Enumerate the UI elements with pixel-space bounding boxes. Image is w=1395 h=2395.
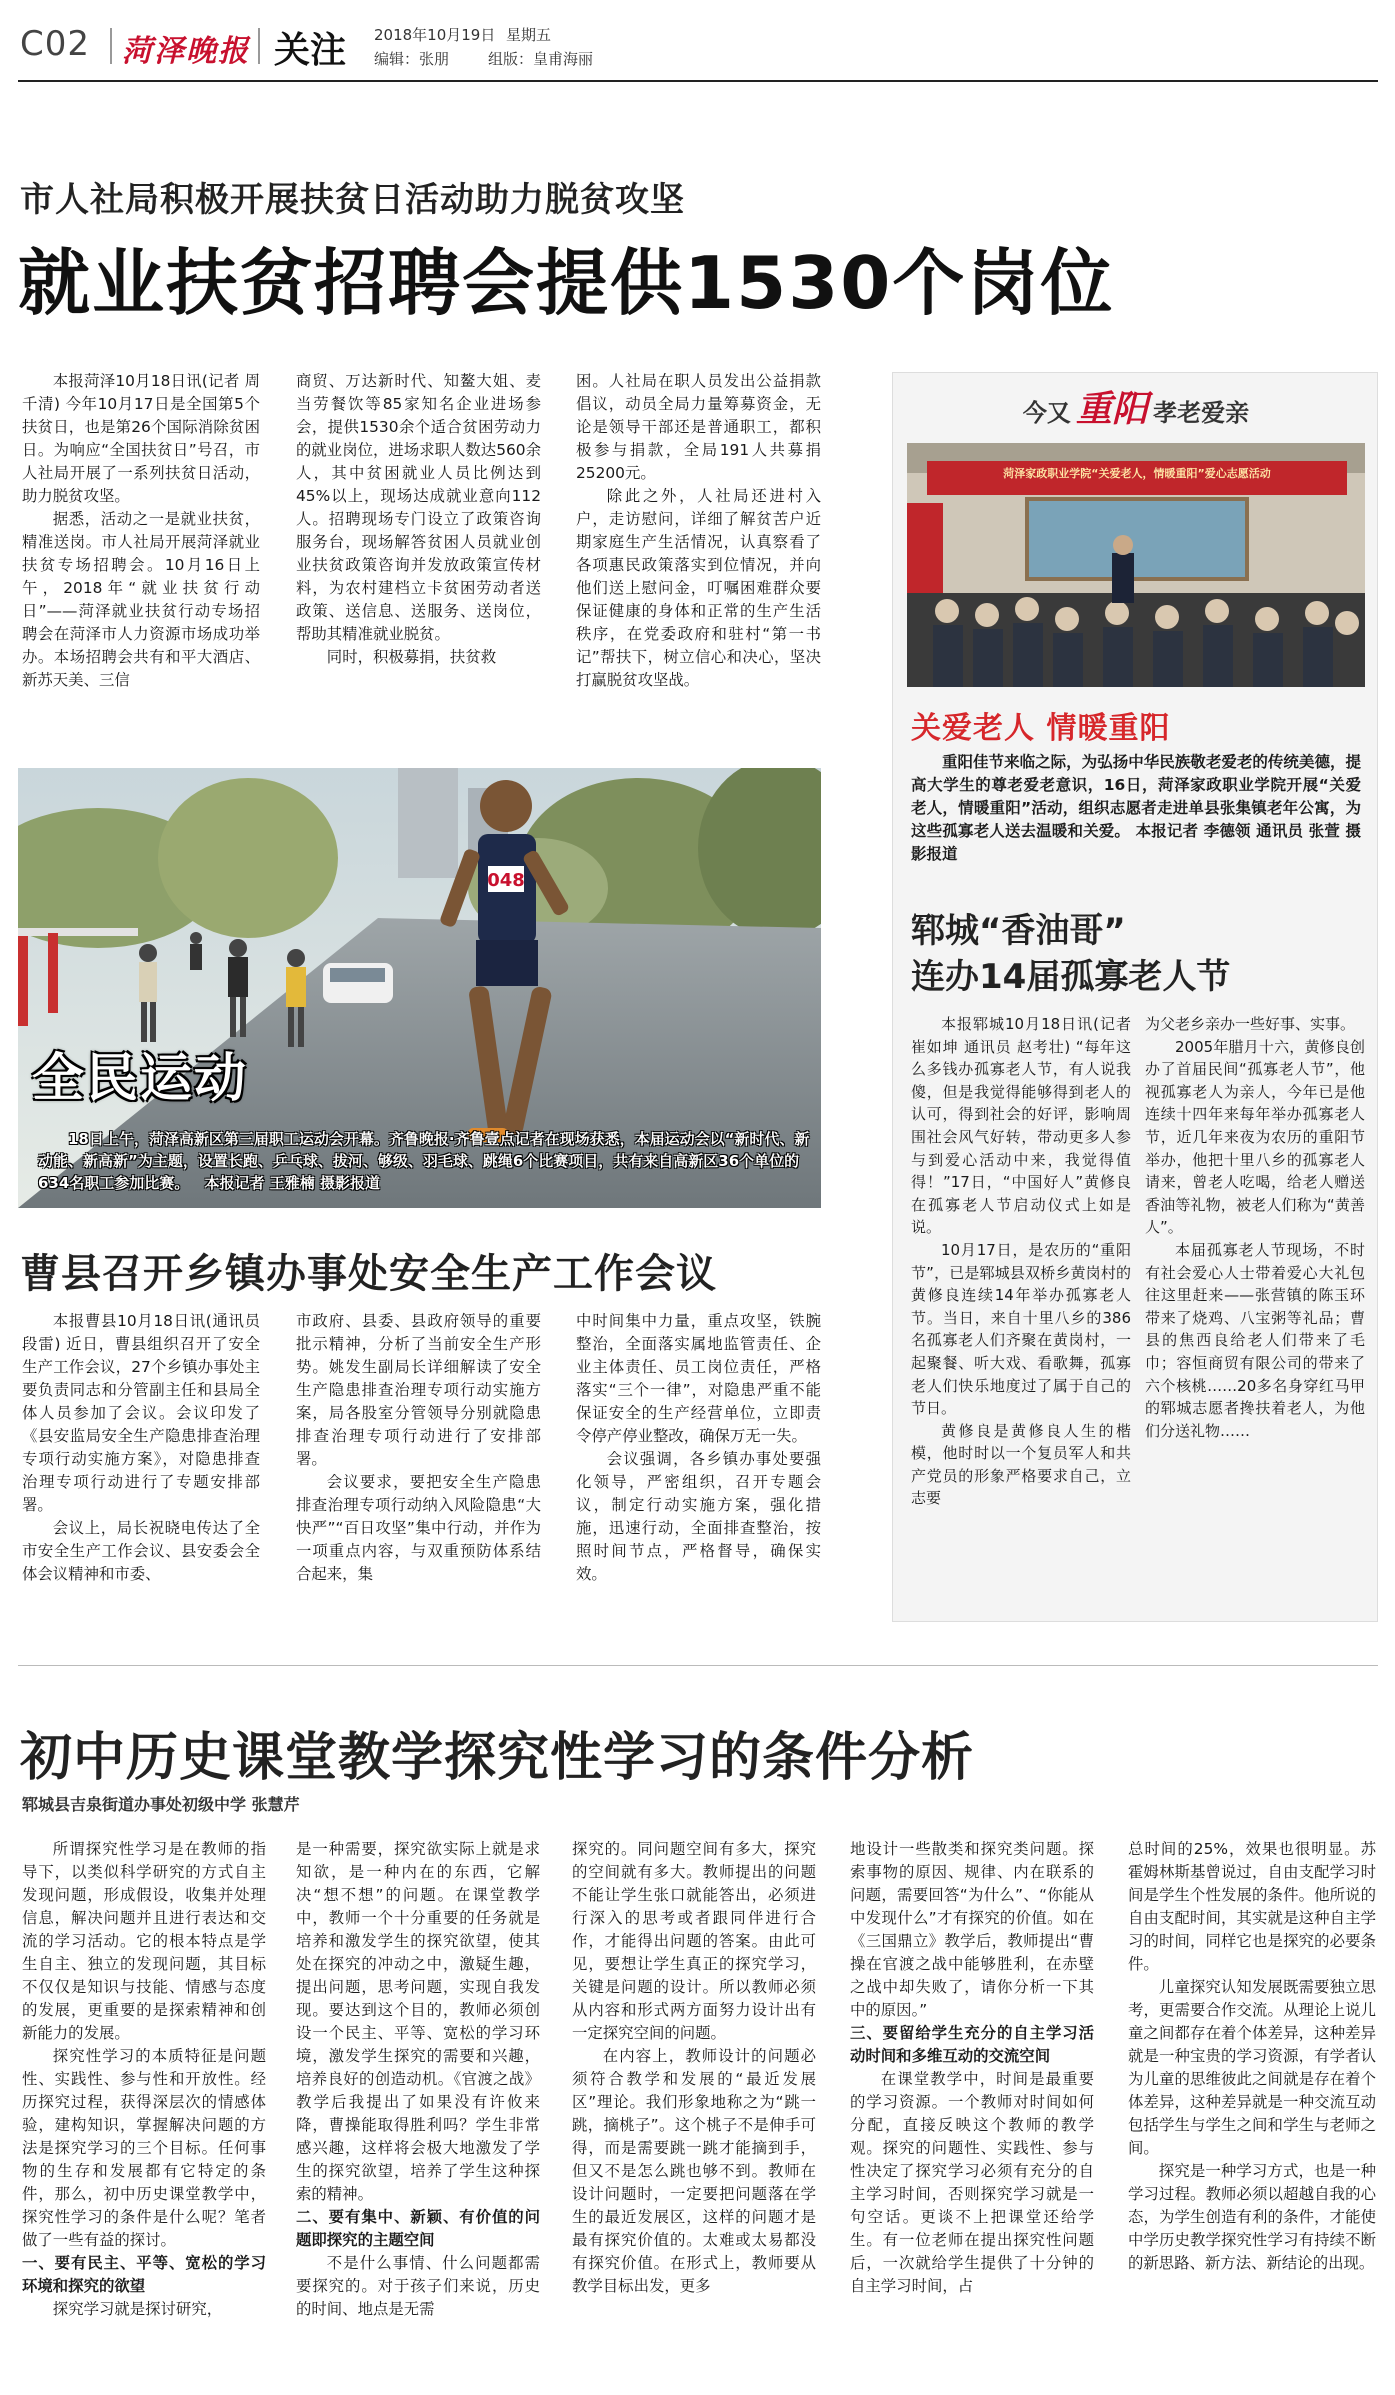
article1-col1: [22, 370, 260, 765]
paragraph: 本届孤寡老人节现场，不时有社会爱心人士带着爱心大礼包往这里赶来——张营镇的陈玉环带来了烧鸡、八宝粥等礼品；曹县的焦西良给老人们带来了毛巾；容恒商贸有限公司的带来了六个核桃……20多名身穿红马甲的郓城志愿者搀扶着老人，为他们分送礼物……: [1145, 1240, 1365, 1440]
subheading: 二、要有集中、新颖、有价值的问题即探究的主题空间: [296, 2208, 540, 2249]
article2-col2: [296, 1310, 541, 1640]
sidebar-article-title-line1: 郓城“香油哥”: [911, 911, 1126, 951]
paragraph: 为父老乡亲办一些好事、实事。: [1145, 1015, 1356, 1033]
paragraph: 是一种需要，探究欲实际上就是求知欲，是一种内在的东西，它解决“想不想”的问题。在课堂教学中，教师一个十分重要的任务就是培养和激发学生的探究欲望，使其处在探究的冲动之中，激疑生趣，提出问题，思考问题，实现自我发现。要达到这个目的，教师必须创设一个民主、平等、宽松的学习环境，激发学生探究的需要和兴趣，培养良好的创造动机。《官渡之战》教学后我提出了如果没有许攸来降，曹操能取得胜利吗？学生非常感兴趣，这样将会极大地激发了学生的探究欲望，培养了学生这种探索的精神。: [296, 1840, 540, 2203]
issue-weekday: 星期五: [506, 26, 552, 44]
subheading: 一、要有民主、平等、宽松的学习环境和探究的欲望: [22, 2254, 266, 2295]
sidebar-box: [892, 372, 1378, 1622]
paragraph: 总时间的25%，效果也很明显。苏霍姆林斯基曾说过，自由支配学习时间是学生个性发展的条件。他所说的自由支配时间，其实就是这种自主学习的时间，同样它也是探究的必要条件。: [1128, 1840, 1376, 1973]
runner-bib: 048: [487, 870, 525, 891]
article2-col1: [22, 1310, 260, 1640]
paragraph: 在课堂教学中，时间是最重要的学习资源。一个教师对时间如何分配，直接反映这个教师的教学观。探究的问题性、实践性、参与性决定了探究学习必须有充分的自主学习时间，否则探究学习就是一句空话。更谈不上把课堂还给学生。有一位老师在提出探究性问题后，一次就给学生提供了十分钟的自主学习时间，占: [850, 2070, 1094, 2295]
elderly-event-photo: [907, 443, 1365, 687]
paragraph: 本报曹县10月18日讯(通讯员 段雷) 近日，曹县组织召开了安全生产工作会议，27个乡镇办事处主要负责同志和分管副主任和县局全体人员参加了会议。会议印发了《县安监局安全生产隐患排查治理专项行动实施方案》，对隐患排查治理专项行动进行了专题安排部署。: [22, 1312, 260, 1514]
banner-text-1: 今又: [1022, 398, 1071, 427]
paragraph: 黄修良是黄修良人生的楷模，他时时以一个复员军人和共产党员的形象严格要求自己，立志要: [911, 1421, 1131, 1508]
article1-col3: [576, 370, 821, 765]
stage-banner-text: 菏泽家政职业学院“关爱老人，情暖重阳”爱心志愿活动: [1003, 467, 1271, 480]
sports-photo-caption: [38, 1128, 818, 1194]
article3-col5: [1128, 1838, 1376, 2386]
paragraph: 市政府、县委、县政府领导的重要批示精神，分析了当前安全生产形势。姚发生副局长详细解读了安全生产隐患排查治理专项行动实施方案，局各股室分管领导分别就隐患排查治理专项行动进行了安排部署。: [296, 1312, 541, 1468]
paragraph: 地设计一些散类和探究类问题。探索事物的原因、规律、内在联系的问题，需要回答“为什么”、“你能从中发现什么”才有探究的价值。如在《三国鼎立》教学后，教师提出“曹操在官渡之战中能够胜利，在赤壁之战中却失败了，请你分析一下其中的原因。”: [850, 1840, 1094, 2019]
masthead-rule: [18, 80, 1378, 82]
issue-date: 2018年10月19日: [374, 26, 496, 44]
paragraph: 除此之外，人社局还进村入户，走访慰问，详细了解贫苦户近期家庭生产生活情况，认真察看了各项惠民政策落实到位情况，并向他们送上慰问金，叮嘱困难群众要保证健康的身体和正常的生产生活秩序，在党委政府和驻村“第一书记”帮扶下，树立信心和决心，坚决打赢脱贫攻坚战。: [576, 487, 821, 689]
masthead: [18, 18, 1378, 76]
paper-logo: 菏泽晚报: [122, 34, 250, 69]
page-code: C02: [20, 24, 91, 64]
editor-credit: 编辑：张朋: [374, 50, 450, 68]
sidebar-banner: [903, 381, 1369, 437]
paragraph: 在内容上，教师设计的问题必须符合教学和发展的“最近发展区”理论。我们形象地称之为“跳一跳，摘桃子”。这个桃子不是伸手可得，而是需要跳一跳才能摘到手，但又不是怎么跳也够不到。教师在设计问题时，一定要把问题落在学生的最近发展区，这样的问题才是最有探究价值的。太难或太易都没有探究价值。在形式上，教师要从教学目标出发，更多: [572, 2047, 816, 2295]
sports-photo-title: 全民运动: [32, 1049, 249, 1109]
article3-col4: [850, 1838, 1094, 2386]
separator: [110, 28, 112, 64]
banner-text-3: 孝老爱亲: [1153, 398, 1250, 427]
section-divider: [18, 1665, 1378, 1666]
banner-text-2: 重阳: [1075, 388, 1148, 430]
article3-author: 郓城县吉泉街道办事处初级中学 张慧芹: [22, 1795, 300, 1814]
sidebar-article-title-line2: 连办14届孤寡老人节: [911, 957, 1231, 997]
paragraph: 会议要求，要把安全生产隐患排查治理专项行动纳入风险隐患“大快严”“百日攻坚”集中行动，并作为一项重点内容，与双重预防体系结合起来，集: [296, 1473, 541, 1583]
caption-text: 18日上午，菏泽高新区第三届职工运动会开幕。齐鲁晚报·齐鲁壹点记者在现场获悉，本届运动会以“新时代、新动能、新高新”为主题，设置长跑、乒乓球、拔河、够级、羽毛球、跳绳6个比赛项目，共有来自高新区36个单位的634名职工参加比赛。: [38, 1130, 810, 1192]
sports-photo: [18, 768, 821, 1208]
article2-title: 曹县召开乡镇办事处安全生产工作会议: [20, 1251, 717, 1297]
article3-col1: [22, 1838, 266, 2386]
paragraph: 10月17日，是农历的“重阳节”，已是郓城县双桥乡黄岗村的黄修良连续14年举办孤寡老人节。当日，来自十里八乡的386名孤寡老人们齐聚在黄岗村，一起聚餐、听大戏、看歌舞，孤寡老人们快乐地度过了属于自己的节日。: [911, 1240, 1131, 1418]
article1-title: 就业扶贫招聘会提供1530个岗位: [18, 241, 1115, 325]
article1-col2: [296, 370, 541, 765]
paragraph: 探究的。同问题空间有多大，探究的空间就有多大。教师提出的问题不能让学生张口就能答出，必须进行深入的思考或者跟同伴进行合作，才能得出问题的答案。由此可见，要想让学生真正的探究学习，关键是问题的设计。所以教师必须从内容和形式两方面努力设计出有一定探究空间的问题。: [572, 1840, 816, 2042]
layout-credit: 组版：皇甫海丽: [488, 50, 594, 68]
sidebar-col2: [1145, 1013, 1365, 1613]
article2-col3: [576, 1310, 821, 1640]
subheading: 三、要留给学生充分的自主学习活动时间和多维互动的交流空间: [850, 2024, 1094, 2065]
paragraph: 据悉，活动之一是就业扶贫，精准送岗。市人社局开展菏泽就业扶贫专场招聘会。10月16日上午，2018年“就业扶贫行动日”——菏泽就业扶贫行动专场招聘会在菏泽市人力资源市场成功举办。本场招聘会共有和平大酒店、新苏天美、三信: [22, 510, 260, 689]
paragraph: 中时间集中力量，重点攻坚，铁腕整治，全面落实属地监管责任、企业主体责任、员工岗位责任，严格落实“三个一律”，对隐患严重不能保证安全的生产经营单位，立即责令停产停业整改，确保万无一失。: [576, 1312, 821, 1445]
paragraph: 本报菏泽10月18日讯(记者 周千清) 今年10月17日是全国第5个扶贫日，也是第26个国际消除贫困日。为响应“全国扶贫日”号召，市人社局开展了一系列扶贫日活动，助力脱贫攻坚。: [22, 372, 260, 505]
paragraph: 儿童探究认知发展既需要独立思考，更需要合作交流。从理论上说儿童之间都存在着个体差异，这种差异就是一种宝贵的学习资源，有学者认为儿童的思维彼此之间就是存在着个体差异，这种差异就是一种交流互动包括学生与学生之间和学生与老师之间。: [1128, 1978, 1376, 2157]
paragraph: 探究是一种学习方式，也是一种学习过程。教师必须以超越自我的心态，为学生创造有利的条件，才能使中学历史教学探究性学习有持续不断的新思路、新方法、新结论的出现。: [1128, 2162, 1376, 2272]
article3-title: 初中历史课堂教学探究性学习的条件分析: [20, 1728, 975, 1788]
article3-col2: [296, 1838, 540, 2386]
article1-subtitle: 市人社局积极开展扶贫日活动助力脱贫攻坚: [20, 180, 685, 220]
photo-credit: 本报记者 王雅楠 摄影报道: [204, 1174, 380, 1192]
paragraph: 探究学习就是探讨研究，: [52, 2300, 223, 2318]
sidebar-col1: [911, 1013, 1131, 1613]
paragraph: 本报郓城10月18日讯(记者 崔如坤 通讯员 赵考壮) “每年这么多钱办孤寡老人节，有人说我傻，但是我觉得能够得到老人的认可，得到社会的好评，影响周围社会风气好转，带动更多人参与到爱心活动中来，我觉得值得！”17日，“中国好人”黄修良在孤寡老人节启动仪式上如是说。: [911, 1015, 1131, 1237]
elderly-photo-title: 关爱老人 情暖重阳: [911, 711, 1171, 746]
paragraph: 探究性学习的本质特征是问题性、实践性、参与性和开放性。经历探究过程，获得深层次的情感体验，建构知识，掌握解决问题的方法是探究学习的三个目标。任何事物的生存和发展都有它特定的条件，那么，初中历史课堂教学中，探究性学习的条件是什么呢？笔者做了一些有益的探讨。: [22, 2047, 266, 2249]
paragraph: 会议上，局长祝晓电传达了全市安全生产工作会议、县安委会全体会议精神和市委、: [22, 1519, 260, 1583]
elderly-photo-caption: 重阳佳节来临之际，为弘扬中华民族敬老爱老的传统美德，提高大学生的尊老爱老意识，16日，菏泽家政职业学院开展“关爱老人，情暖重阳”活动，组织志愿者走进单县张集镇老年公寓，为这些孤寡老人送去温暖和关爱。 本报记者 李德领 通讯员 张萱 摄影报道: [911, 753, 1361, 863]
section-name: 关注: [274, 30, 347, 71]
article3-col3: [572, 1838, 816, 2386]
paragraph: 同时，积极募捐，扶贫救: [326, 648, 497, 666]
paragraph: 2005年腊月十六，黄修良创办了首届民间“孤寡老人节”，他视孤寡老人为亲人，今年已是他连续十四年来每年举办孤寡老人节，近几年来夜为农历的重阳节举办，他把十里八乡的孤寡老人请来，曾老人吃喝，给老人赠送香油等礼物，被老人们称为“黄善人”。: [1145, 1037, 1365, 1237]
paragraph: 会议强调，各乡镇办事处要强化领导，严密组织，召开专题会议，制定行动实施方案，强化措施，迅速行动，全面排查整治，按照时间节点，严格督导，确保实效。: [576, 1450, 821, 1583]
separator: [258, 28, 260, 64]
paragraph: 商贸、万达新时代、知鳌大姐、麦当劳餐饮等85家知名企业进场参会，提供1530余个适合贫困劳动力的就业岗位，进场求职人数达560余人，其中贫困就业人员比例达到45%以上，现场达成就业意向112人。招聘现场专门设立了政策咨询服务台，现场解答贫困人员就业创业扶贫政策咨询并发放政策宣传材料，为农村建档立卡贫困劳动者送政策、送信息、送服务、送岗位，帮助其精准就业脱贫。: [296, 372, 541, 643]
paragraph: 所谓探究性学习是在教师的指导下，以类似科学研究的方式自主发现问题，形成假设，收集并处理信息，解决问题并且进行表达和交流的学习活动。它的根本特点是学生自主、独立的发现问题，其目标不仅仅是知识与技能、情感与态度的发展，更重要的是探索精神和创新能力的发展。: [22, 1840, 266, 2042]
paragraph: 不是什么事情、什么问题都需要探究的。对于孩子们来说，历史的时间、地点是无需: [296, 2254, 540, 2318]
paragraph: 困。人社局在职人员发出公益捐款倡议，动员全局力量筹募资金，无论是领导干部还是普通职工，都积极参与捐款，全局191人共募捐25200元。: [576, 372, 821, 482]
